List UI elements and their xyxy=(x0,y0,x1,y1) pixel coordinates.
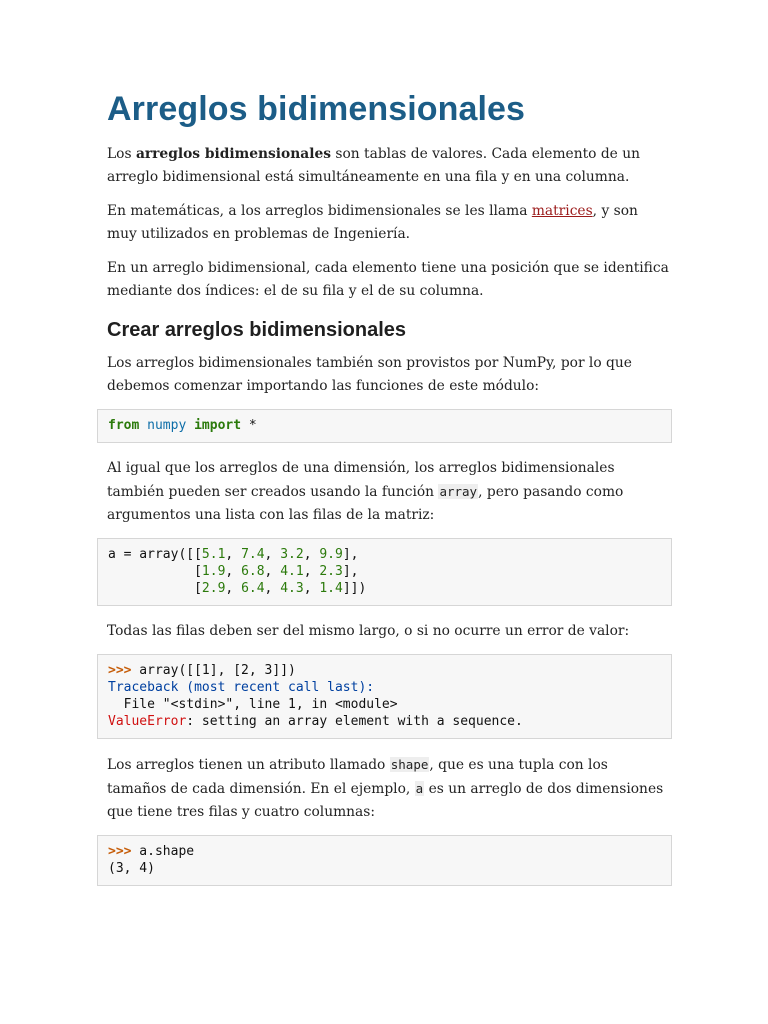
code-var: a xyxy=(108,547,116,562)
text: , que es una tupla con los tamaños de cada dimensión. En el ejemplo, xyxy=(107,757,608,797)
inline-code-array: array xyxy=(439,484,478,499)
row-values: 1.9, 6.8, 4.1, 2.3 xyxy=(201,564,343,579)
array-value: 1.4 xyxy=(319,581,343,596)
array-value: 9.9 xyxy=(319,547,343,562)
text: es un arreglo de dos dimensiones que tiene tres filas y cuatro columnas: xyxy=(107,781,664,820)
matrices-link[interactable]: matrices xyxy=(531,203,593,219)
text: Los xyxy=(107,146,136,162)
section-paragraph-4 xyxy=(107,753,671,824)
row-values: 2.9, 6.4, 4.3, 1.4 xyxy=(201,581,343,596)
text: Al igual que los arreglos de una dimensión, los arreglos bidimensionales también pueden ser creados usando la función xyxy=(107,460,615,500)
article-content xyxy=(107,90,671,900)
keyword-import: import xyxy=(194,418,242,433)
array-value: 4.3 xyxy=(280,581,304,596)
code-call: array([[1], [2, 3]]) xyxy=(131,663,296,678)
text: , pero pasando como argumentos una lista con las filas de la matriz: xyxy=(107,484,624,523)
page-title: Arreglos bidimensionales xyxy=(107,90,526,128)
array-value: 2.3 xyxy=(319,564,343,579)
array-value: 6.4 xyxy=(241,581,265,596)
code-block-import xyxy=(97,409,672,443)
error-message: : setting an array element with a sequence. xyxy=(186,714,523,729)
code-block-shape xyxy=(97,835,672,886)
code-block-error xyxy=(97,654,672,739)
file-line: File "<stdin>", line 1, in <module> xyxy=(108,697,398,712)
array-value: 7.4 xyxy=(241,547,265,562)
code-assign: = array([[ xyxy=(115,547,202,562)
inline-code-a: a xyxy=(415,781,424,796)
intro-paragraph-2 xyxy=(107,200,671,246)
row-values: 5.1, 7.4, 3.2, 9.9 xyxy=(201,547,343,562)
text: En matemáticas, a los arreglos bidimensionales se les llama xyxy=(107,203,532,219)
code-line: [2.9, 6.4, 4.3, 1.4]]) xyxy=(108,581,367,596)
text: son tablas de valores. Cada elemento de un arreglo bidimensional está simultáneamente en una fila y en una columna. xyxy=(107,146,640,185)
section-paragraph-1: Los arreglos bidimensionales también son provistos por NumPy, por lo que debemos comenzar importando las funciones de este módulo: xyxy=(107,355,632,394)
code-block-array xyxy=(97,538,672,606)
bold-term: arreglos bidimensionales xyxy=(135,146,332,162)
code-line xyxy=(108,713,661,730)
code-line: [1.9, 6.8, 4.1, 2.3], xyxy=(108,564,359,579)
text: Los arreglos tienen un atributo llamado xyxy=(107,757,390,773)
code-expr: a.shape xyxy=(131,844,195,859)
code-line xyxy=(108,843,661,860)
array-value: 1.9 xyxy=(201,564,226,579)
array-value: 3.2 xyxy=(280,547,304,562)
traceback-line: Traceback (most recent call last): xyxy=(108,680,375,695)
intro-paragraph-1 xyxy=(107,143,671,189)
code-line: a = array([[5.1, 7.4, 3.2, 9.9], xyxy=(108,547,359,562)
keyword-from: from xyxy=(108,418,140,433)
code-line xyxy=(108,417,661,434)
array-value: 2.9 xyxy=(201,581,226,596)
intro-paragraph-3: En un arreglo bidimensional, cada elemento tiene una posición que se identifica mediante dos índices: el de su fila y el de su columna. xyxy=(107,260,669,299)
array-value: 4.1 xyxy=(280,564,304,579)
section-heading: Crear arreglos bidimensionales xyxy=(107,319,407,341)
section-paragraph-2 xyxy=(107,457,671,527)
prompt: >>> xyxy=(108,663,132,678)
prompt: >>> xyxy=(108,844,132,859)
section-paragraph-3: Todas las filas deben ser del mismo largo, o si no ocurre un error de valor: xyxy=(107,623,630,639)
code-output: (3, 4) xyxy=(108,861,155,876)
text: , y son muy utilizados en problemas de Ingeniería. xyxy=(107,203,638,242)
array-value: 6.8 xyxy=(241,564,265,579)
module-name: numpy xyxy=(147,418,187,433)
inline-code-shape: shape xyxy=(390,757,429,772)
array-value: 5.1 xyxy=(201,547,226,562)
code-rest: * xyxy=(241,418,257,433)
error-name: ValueError xyxy=(108,714,187,729)
code-line xyxy=(108,662,661,679)
